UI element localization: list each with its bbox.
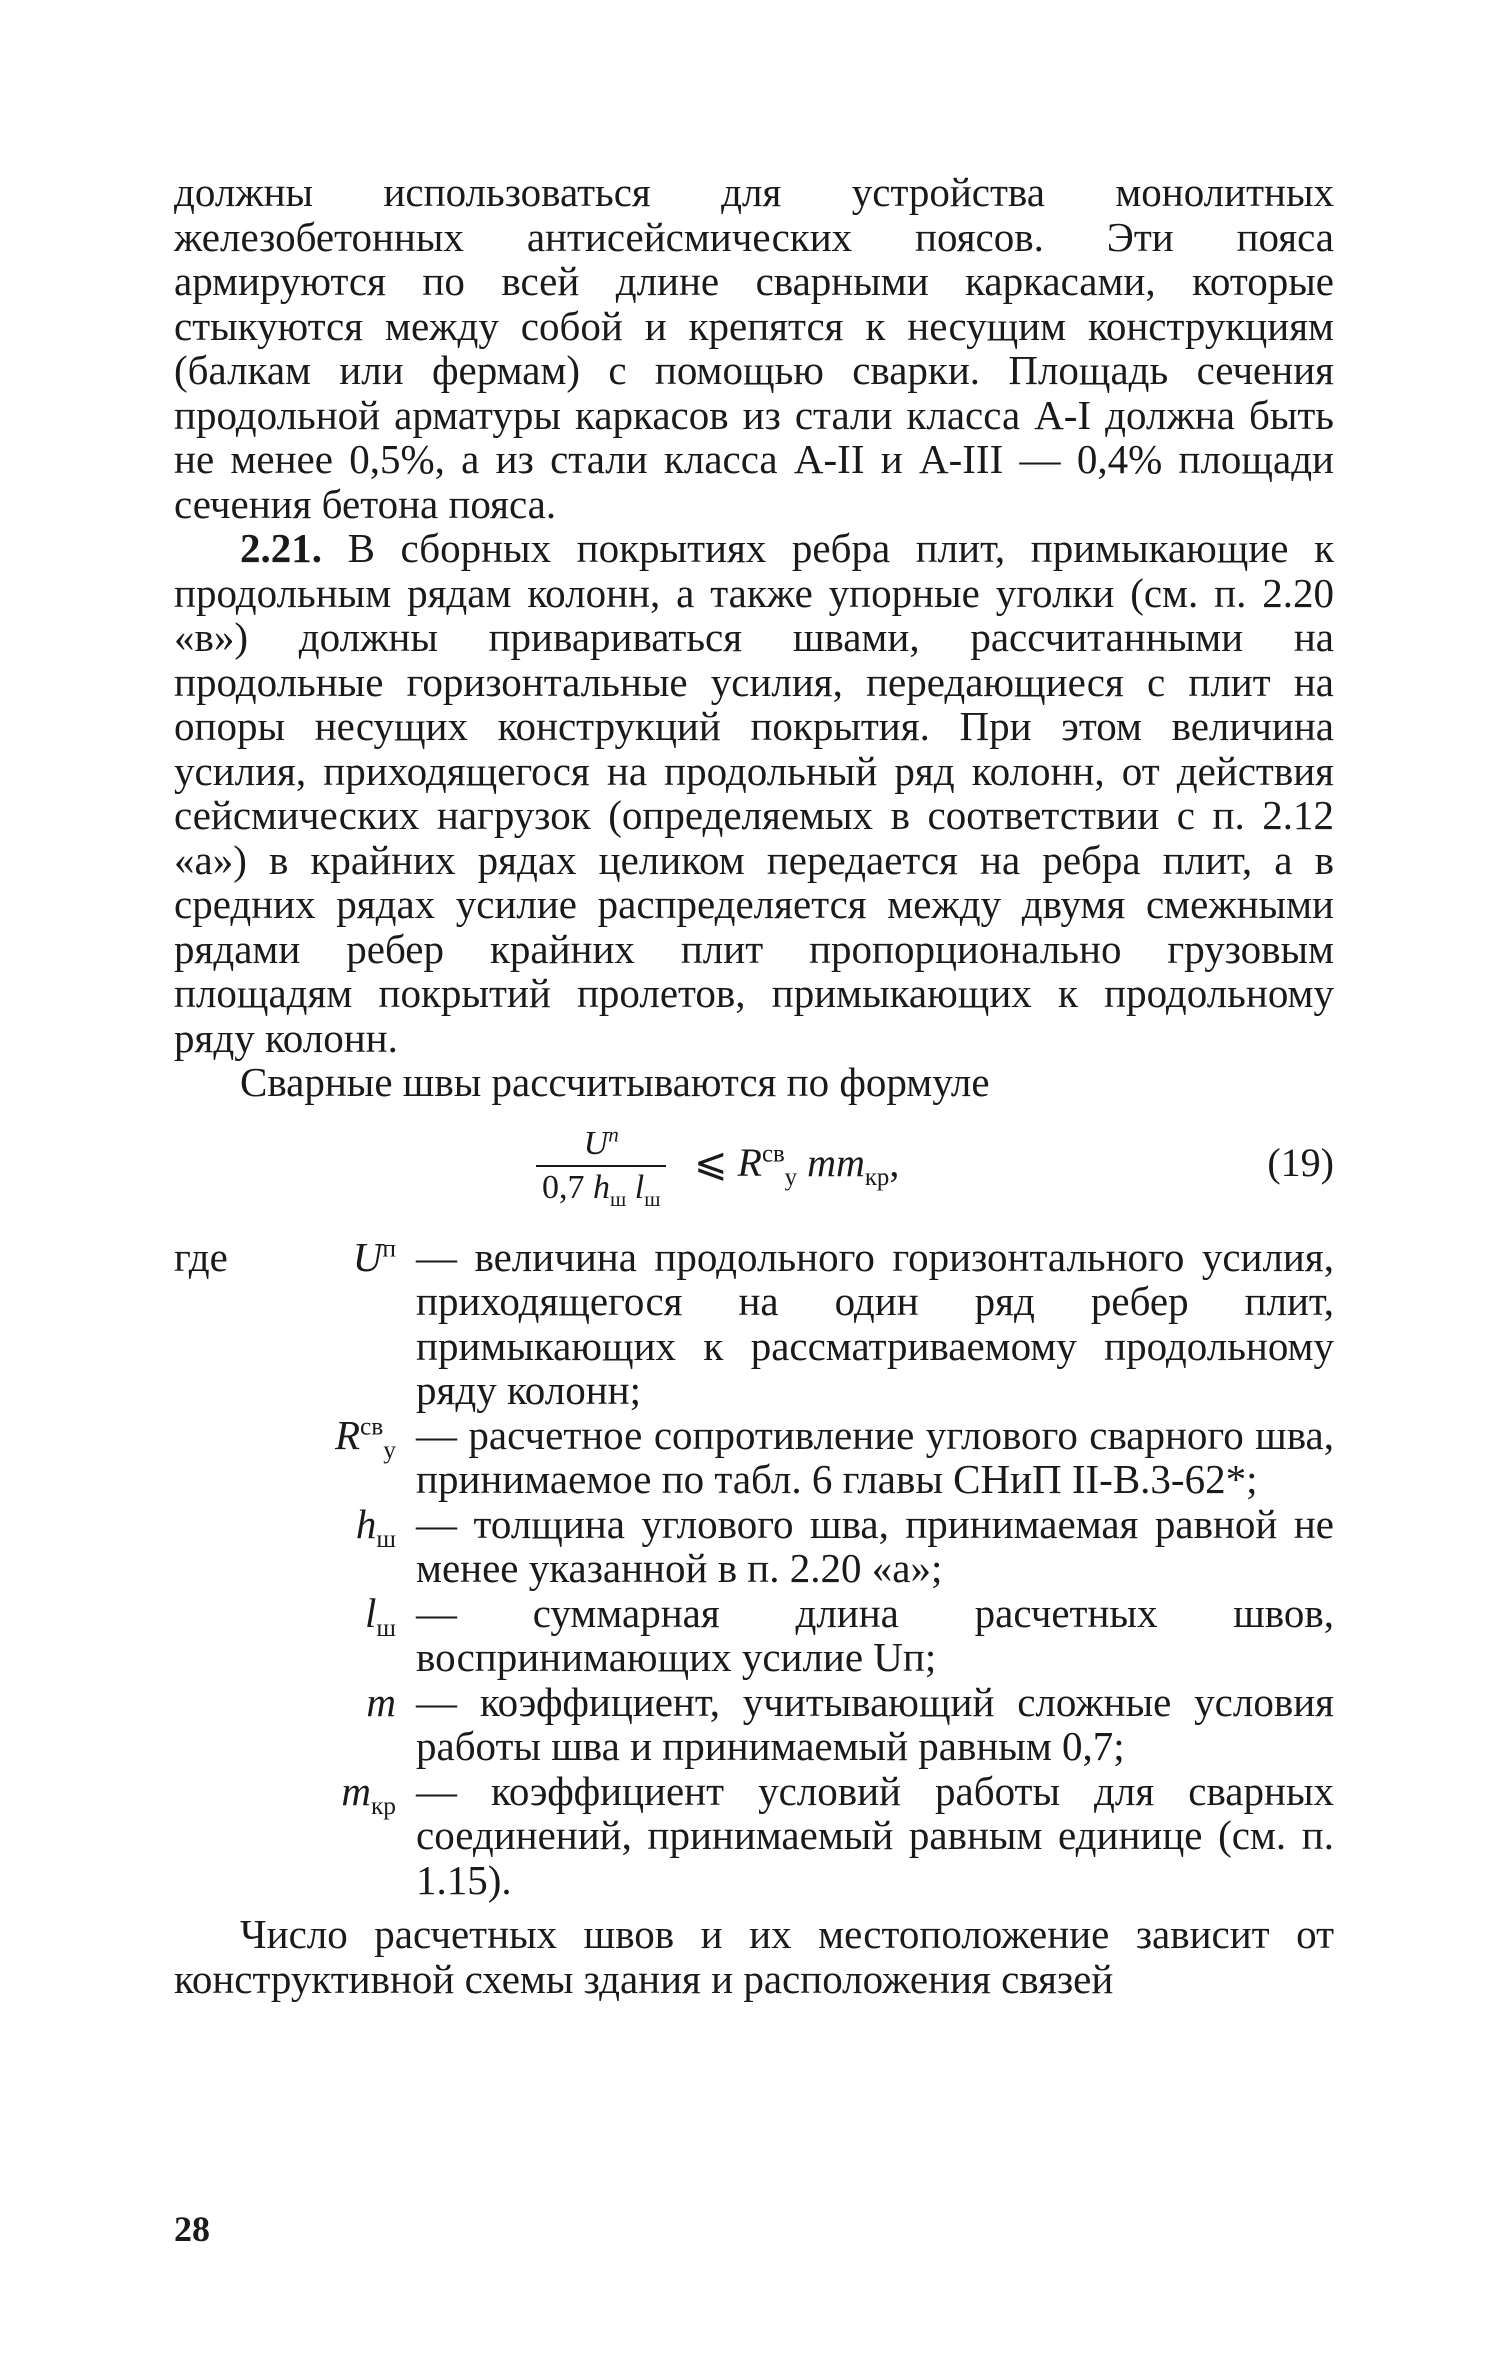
definition-item [174,1235,1334,1413]
symbol: $R^{св}_у$ [334,1411,396,1464]
section-text: В сборных покрытиях ребра плит, примыкающие к продольным рядам колонн, а также упорные уголки (см. п. 2.20 «в») должны привариваться швами, рассчитанными на продольные горизонтальные усилия, передающиеся с плит на опоры несущих конструкций покрытия. При этом величина усилия, приходящегося на продольный ряд колонн, от действия сейсмических нагрузок (определяемых в соответствии с п. 2.12 «а») в крайних рядах целиком передается на ребра плит, а в средних рядах усилие распределяется между двумя смежными рядами ребер крайних плит пропорционально грузовым площадям покрытий пролетов, примыкающих к продольному ряду колонн. [174,525,1334,1061]
equation-number: (19) [1267,1139,1334,1185]
definition-text: — расчетное сопротивление углового сварного шва, принимаемое по табл. 6 главы СНиП II-В.3-62*; [416,1411,1334,1502]
closing-paragraph: Число расчетных швов и их местоположение зависит от конструктивной схемы здания и расположения связей [174,1911,1334,2002]
formula-right-side: ⩽ $R^{св}_у$ $mm_{кр}$, [694,1139,900,1191]
fraction-bar [536,1165,666,1167]
definition-item [174,1680,1334,1769]
definition-text: — суммарная длина расчетных швов, воспринимающих усилие Uп; [416,1589,1334,1680]
definition-text: — коэффициент условий работы для сварных соединений, принимаемый равным единице (см. п. 1.15). [416,1767,1334,1903]
paragraph-continuation: должны использоваться для устройства монолитных железобетонных антисейсмических поясов. Эти пояса армируются по всей длине сварными каркасами, которые стыкуются между собой и крепятся к несущим конструкциям (балкам или фермам) с помощью сварки. Площадь сечения продольной арматуры каркасов из стали класса А-I должна быть не менее 0,5%, а из стали класса А-II и А-III — 0,4% площади сечения бетона пояса. [174,169,1334,527]
where-label: где [174,1233,228,1280]
definitions-list [174,1235,1334,1903]
definition-item [174,1769,1334,1903]
definition-item [174,1591,1334,1680]
definition-text: — величина продольного горизонтального усилия, приходящегося на один ряд ребер плит, примыкающих к рассматриваемому продольному ряду колонн; [416,1233,1334,1413]
symbol: $m_{кр}$ [341,1767,396,1820]
definition-text: — толщина углового шва, принимаемая равной не менее указанной в п. 2.20 «а»; [416,1500,1334,1591]
section-number: 2.21. [240,525,322,571]
symbol: $l_ш$ [365,1589,396,1642]
formula-denominator: 0,7 $h_ш$ $l_ш$ [542,1168,661,1211]
definition-item [174,1502,1334,1591]
formula-19 [174,1111,1334,1231]
page-number: 28 [174,2209,210,2249]
formula-intro: Сварные швы рассчитываются по формуле [240,1059,990,1105]
definition-text: — коэффициент, учитывающий сложные условия работы шва и принимаемый равным 0,7; [416,1678,1334,1769]
formula-numerator: $U^п$ [583,1122,619,1162]
symbol: $U^п$ [352,1233,396,1280]
paragraph-2-21 [174,526,1334,1060]
symbol: m [366,1678,396,1725]
symbol: $h_ш$ [355,1500,396,1553]
page-text [174,170,1334,2001]
formula-fraction [536,1122,666,1211]
definition-item [174,1413,1334,1502]
